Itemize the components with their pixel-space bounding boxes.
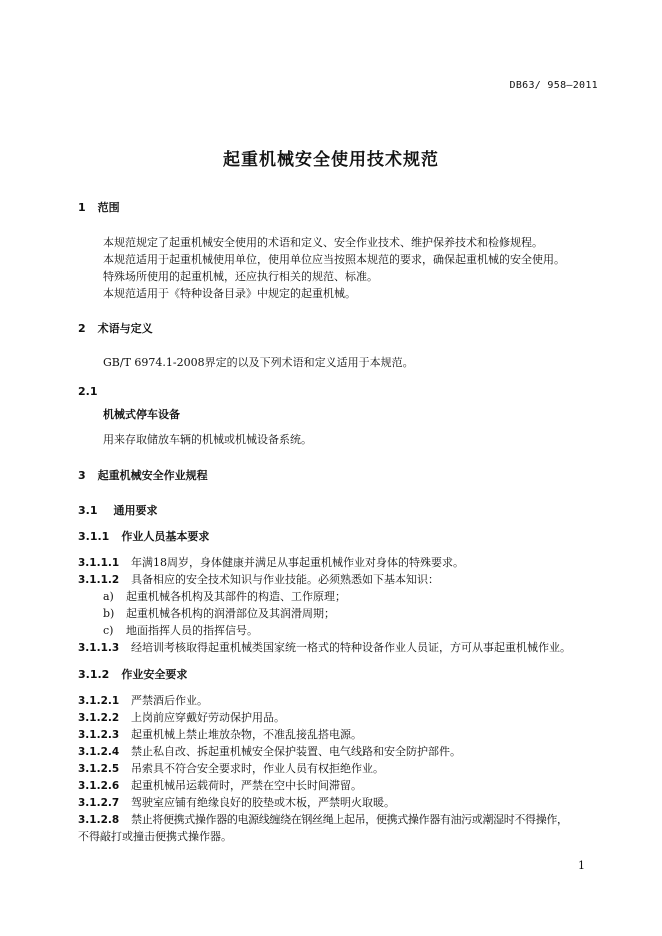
document-number: DB63/ 958—2011: [509, 80, 598, 91]
clause-number: 3.1.2.1: [78, 695, 120, 707]
list-letter: c): [103, 624, 114, 637]
page-number: 1: [578, 859, 585, 872]
paragraph: 本规范规定了起重机械安全使用的术语和定义、安全作业技术、维护保养技术和检修规程。: [103, 236, 543, 249]
section-title: 作业安全要求: [121, 668, 188, 681]
term-number: 2.1: [78, 385, 98, 398]
clause-text: 驾驶室应铺有绝缘良好的胶垫或木板，严禁明火取暖。: [131, 796, 395, 809]
clause-item: [78, 728, 362, 742]
clause-number: 3.1.1.3: [78, 642, 120, 654]
clause-item: [78, 694, 208, 708]
clause-text: 具备相应的安全技术知识与作业技能。必须熟悉如下基本知识：: [131, 573, 439, 586]
clause-text: 起重机械上禁止堆放杂物，不准乱接乱搭电源。: [131, 728, 362, 741]
section-number: 3.1.2: [78, 668, 110, 681]
section-title: 通用要求: [113, 504, 158, 517]
clause-number: 3.1.2.8: [78, 814, 120, 826]
clause-number: 3.1.2.5: [78, 763, 120, 775]
subsection-3-1-1-heading: [78, 530, 209, 544]
list-text: 地面指挥人员的指挥信号。: [126, 624, 258, 637]
section-1-heading: [78, 201, 120, 215]
clause-number: 3.1.2.3: [78, 729, 120, 741]
clause-number: 3.1.2.2: [78, 712, 120, 724]
section-title: 术语与定义: [97, 322, 153, 335]
section-title: 作业人员基本要求: [121, 530, 210, 543]
clause-text: 上岗前应穿戴好劳动保护用品。: [131, 711, 285, 724]
section-number: 1: [78, 201, 86, 214]
clause-text: 禁止私自改、拆起重机械安全保护装置、电气线路和安全防护部件。: [131, 745, 461, 758]
clause-item: [78, 813, 568, 827]
term-definition: 用来存取储放车辆的机械或机械设备系统。: [103, 433, 312, 446]
clause-item: [78, 573, 439, 587]
clause-text: 经培训考核取得起重机械类国家统一格式的特种设备作业人员证，方可从事起重机械作业。: [131, 641, 571, 654]
clause-text: 起重机械吊运载荷时，严禁在空中长时间滞留。: [131, 779, 362, 792]
clause-text: 吊索具不符合安全要求时，作业人员有权拒绝作业。: [131, 762, 384, 775]
section-3-heading: [78, 469, 208, 483]
subsection-3-1-2-heading: [78, 668, 187, 682]
clause-number: 3.1.2.7: [78, 797, 120, 809]
clause-number: 3.1.1.1: [78, 557, 120, 569]
list-item: [103, 607, 335, 621]
section-number: 2: [78, 322, 86, 335]
clause-text: 禁止将便携式操作器的电源线缠绕在钢丝绳上起吊，便携式操作器有油污或潮湿时不得操作，: [131, 813, 568, 826]
term-title: 机械式停车设备: [103, 408, 180, 421]
section-title: 起重机械安全作业规程: [97, 469, 208, 482]
paragraph: 本规范适用于《特种设备目录》中规定的起重机械。: [103, 287, 356, 300]
clause-text: 年满18周岁，身体健康并满足从事起重机械作业对身体的特殊要求。: [131, 556, 464, 569]
list-letter: b): [103, 607, 115, 620]
list-text: 起重机械各机构及其部件的构造、工作原理；: [126, 590, 346, 603]
section-number: 3: [78, 469, 86, 482]
document-title: 起重机械安全使用技术规范: [223, 150, 439, 170]
paragraph: GB/T 6974.1-2008界定的以及下列术语和定义适用于本规范。: [103, 356, 414, 369]
list-letter: a): [103, 590, 114, 603]
clause-item: [78, 711, 285, 725]
list-text: 起重机械各机构的润滑部位及其润滑周期；: [126, 607, 335, 620]
clause-number: 3.1.2.6: [78, 780, 120, 792]
section-2-heading: [78, 322, 153, 336]
clause-item: [78, 745, 461, 759]
list-item: [103, 624, 258, 638]
clause-number: 3.1.1.2: [78, 574, 120, 586]
clause-item: [78, 641, 571, 655]
clause-number: 3.1.2.4: [78, 746, 120, 758]
clause-continuation: 不得敲打或撞击便携式操作器。: [78, 830, 232, 843]
section-number: 3.1: [78, 504, 98, 517]
section-title: 范围: [97, 201, 120, 214]
clause-item: [78, 779, 362, 793]
subsection-3-1-heading: [78, 504, 158, 518]
section-number: 3.1.1: [78, 530, 110, 543]
clause-text: 严禁酒后作业。: [131, 694, 208, 707]
paragraph: 特殊场所使用的起重机械，还应执行相关的规范、标准。: [103, 270, 378, 283]
clause-item: [78, 796, 395, 810]
paragraph: 本规范适用于起重机械使用单位，使用单位应当按照本规范的要求，确保起重机械的安全使用。: [103, 253, 565, 266]
list-item: [103, 590, 346, 604]
clause-item: [78, 556, 464, 570]
clause-item: [78, 762, 384, 776]
